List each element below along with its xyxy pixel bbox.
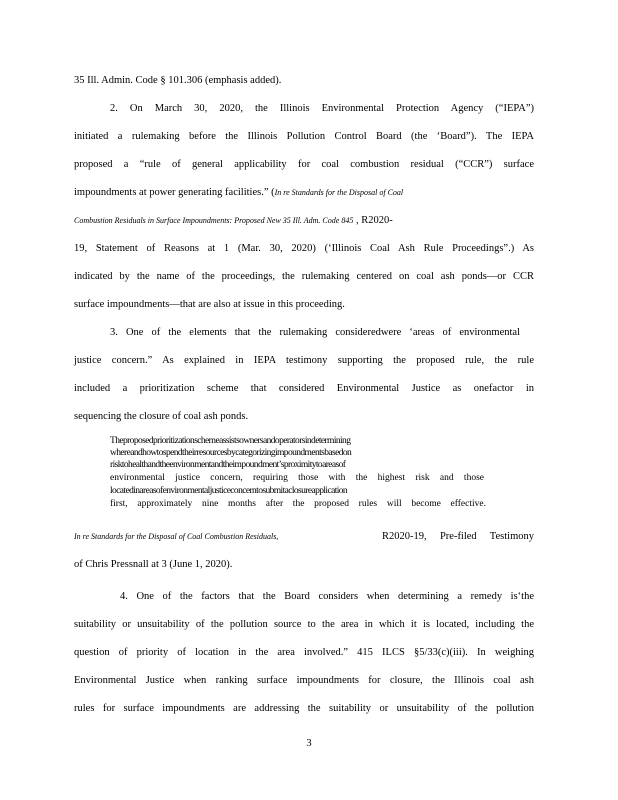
citation-line-1 [74,530,534,543]
block-quote-line-5: locatedinareasofenvironmentaljusticeconcerntosubmitaclosureapplication [110,486,348,496]
citation-italic: In re Standards for the Disposal of Coal Combustion Residuals, [74,532,279,541]
block-quote-line-6: first, approximately nine months after the proposed rules will become effective. [110,499,486,509]
paragraph-2-line-4 [74,186,403,199]
paragraph-2-line-3: proposed a “rule of general applicability for coal combustion residual (“CCR”) surface [74,159,534,170]
paragraph-2-line-7: indicated by the name of the proceedings, the rulemaking centered on coal ash ponds—or CCR [74,271,534,282]
paragraph-2-line-2: initiated a rulemaking before the Illinois Pollution Control Board (the ‘Board”). The IEPA [74,131,534,142]
paragraph-2-line-8: surface impoundments—that are also at issue in this proceeding. [74,299,345,310]
page-number: 3 [306,738,312,749]
paragraph-4-line-2: suitability or unsuitability of the pollution source to the area in which it is located, including the [74,619,534,630]
paragraph-3-line-2: justice concern.” As explained in IEPA testimony supporting the proposed rule, the rule [74,355,534,366]
paragraph-3-line-4: sequencing the closure of coal ash ponds. [74,411,249,422]
block-quote-line-1: Theproposedprioritizationschemeassistsownersandoperatorsindetermining [110,436,351,446]
paragraph-3-line-3: included a prioritization scheme that considered Environmental Justice as onefactor in [74,383,534,394]
paragraph-4-line-1: 4. One of the factors that the Board considers when determining a remedy is‘the [120,591,534,602]
paragraph-2-line-5-text: , R2020- [353,215,393,226]
paragraph-2-line-6: 19, Statement of Reasons at 1 (Mar. 30, 2020) (‘Illinois Coal Ash Rule Proceedings”.) As [74,243,534,254]
paragraph-2-line-1: 2. On March 30, 2020, the Illinois Environmental Protection Agency (“IEPA”) [110,103,534,114]
paragraph-4-line-4: Environmental Justice when ranking surface impoundments for closure, the Illinois coal ash [74,675,534,686]
block-quote-line-3: risktohealthandtheenvironmentandtheimpoundment’sproximitytoareasof [110,460,346,470]
case-citation-italic-cont: Combustion Residuals in Surface Impoundments: Proposed New 35 Ill. Adm. Code 845 [74,216,354,225]
paragraph-2-line-5 [74,214,393,227]
paragraph-3-line-1: 3. One of the elements that the rulemaking consideredwere ‘areas of environmental [110,327,520,338]
case-citation-italic: In re Standards for the Disposal of Coal [274,188,404,197]
citation-line-2: of Chris Pressnall at 3 (June 1, 2020). [74,559,233,570]
citation-docket: R2020-19, Pre-filed Testimony [382,531,534,542]
block-quote-line-2: whereandhowtospendtheirresourcesbycategorizingimpoundmentsbasedon [110,448,352,458]
paragraph-2-line-4-text: impoundments at power generating facilities.” ( [74,187,275,198]
paragraph-4-line-3: question of priority of location in the area involved.” 415 ILCS §5/33(c)(iii). In weighing [74,647,534,658]
paragraph-line: 35 Ill. Admin. Code § 101.306 (emphasis added). [74,75,282,86]
block-quote-line-4: environmental justice concern, requiring those with the highest risk and those [110,473,484,483]
paragraph-4-line-5: rules for surface impoundments are addressing the suitability or unsuitability of the pollution [74,703,534,714]
